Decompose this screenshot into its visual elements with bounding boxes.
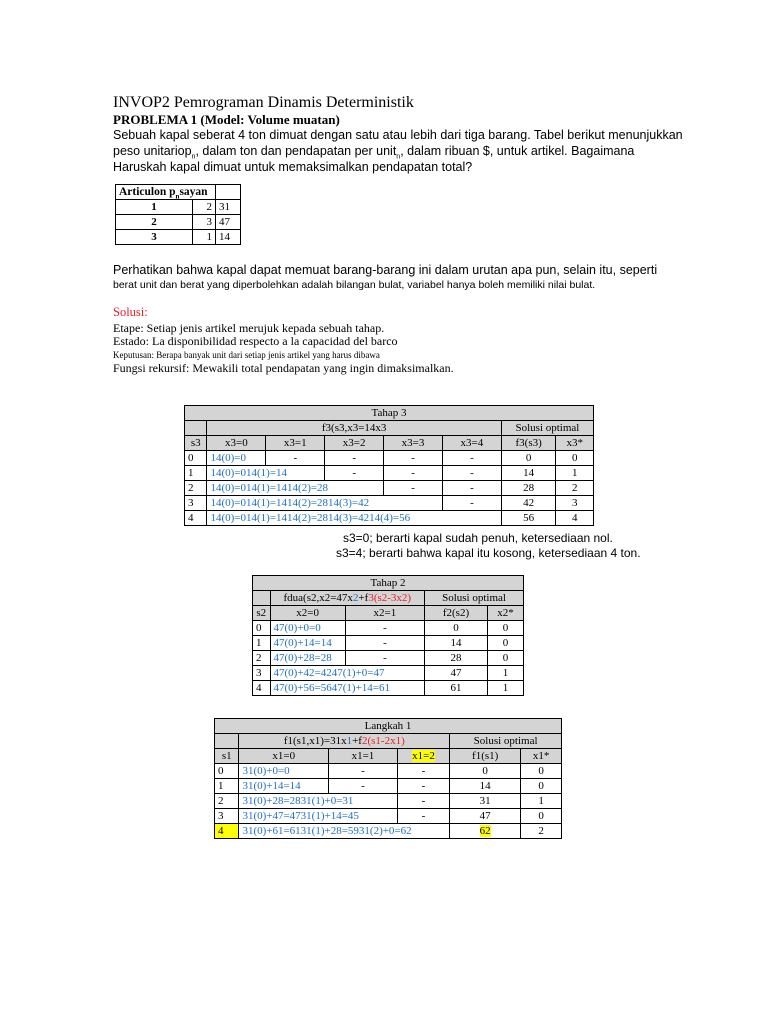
table-row: 0 14(0)=0 - - - - 0 0: [185, 451, 594, 466]
problem-subtitle: PROBLEMA 1 (Model: Volume muatan): [113, 112, 340, 127]
highlighted-f1-62: 62: [450, 824, 521, 839]
table-row: 1 2 31: [116, 200, 241, 215]
stage2-formula: fdua(s2,x2=47x2+f3(s2-3x2): [270, 591, 425, 606]
intro-line-3: Haruskah kapal dimuat untuk memaksimalkan pendapatan total?: [113, 160, 473, 174]
solution-fungsi: Fungsi rekursif: Mewakili total pendapatan yang ingin dimaksimalkan.: [113, 361, 454, 375]
stage3-note-2: s3=4; berarti bahwa kapal itu kosong, ketersediaan 4 ton.: [336, 546, 641, 560]
stage3-title: Tahap 3: [185, 406, 594, 421]
table-row: 0 31(0)+0=0 - - 0 0: [215, 764, 562, 779]
table-row: 2 31(0)+28=2831(1)+0=31 - 31 1: [215, 794, 562, 809]
note-line-2: berat unit dan berat yang diperbolehkan adalah bilangan bulat, variabel hanya boleh memiliki nilai bulat.: [113, 279, 596, 291]
highlighted-s1-4: 4: [215, 824, 239, 839]
table-row: 3 31(0)+47=4731(1)+14=45 - 47 0: [215, 809, 562, 824]
document-title: INVOP2 Pemrograman Dinamis Deterministik: [113, 94, 414, 111]
stage1-optimal-header: Solusi optimal: [450, 734, 562, 749]
solution-label: Solusi:: [113, 305, 148, 319]
table-row: 3 1 14: [116, 230, 241, 245]
stage1-formula: f1(s1,x1)=31x1+f2(s1-2x1): [239, 734, 450, 749]
stage3-formula: f3(s3,x3=14x3: [207, 421, 501, 436]
stage2-optimal-header: Solusi optimal: [425, 591, 524, 606]
intro-line-2: peso unitariop$_n$, dalam ton dan pendapatan per unit$_n$, dalam ribuan $, untuk artikel. Bagaimana: [113, 144, 635, 161]
table-row: 1 14(0)=014(1)=14 - - - 14 1: [185, 466, 594, 481]
note-line-1: Perhatikan bahwa kapal dapat memuat barang-barang ini dalam urutan apa pun, selain itu, seperti: [113, 263, 658, 277]
table-row: 2 3 47: [116, 215, 241, 230]
table-row: 4 47(0)+56=5647(1)+14=61 61 1: [253, 681, 524, 696]
table-row: 2 47(0)+28=28 - 28 0: [253, 651, 524, 666]
table-row: 1 31(0)+14=14 - - 14 0: [215, 779, 562, 794]
table-row: 3 14(0)=014(1)=1414(2)=2814(3)=42 - 42 3: [185, 496, 594, 511]
table-row: 2 14(0)=014(1)=1414(2)=28 - - 28 2: [185, 481, 594, 496]
table-row: 3 47(0)+42=4247(1)+0=47 47 1: [253, 666, 524, 681]
stage3-optimal-header: Solusi optimal: [501, 421, 593, 436]
solution-keputusan: Keputusan: Berapa banyak unit dari setiap jenis artikel yang harus dibawa: [113, 350, 380, 360]
stage1-table: Langkah 1 f1(s1,x1)=31x1+f2(s1-2x1) Solusi optimal s1 x1=0 x1=1 x1=2 f1(s1) x1* 0 31(0)+0=0 - - 0 0 1 31(0)+14=14 - - 14 0 2 31(0)+28=2831(1)+0=31 - 31 1 3 31(0)+47=4731(1)+14=45 - 47 0 4 31(0)+61=6131(1)+28=5931(2)+0=62 62 2: [214, 718, 562, 839]
table-row: 4 14(0)=014(1)=1414(2)=2814(3)=4214(4)=56 56 4: [185, 511, 594, 526]
solution-etape: Etape: Setiap jenis artikel merujuk kepada sebuah tahap.: [113, 321, 385, 335]
table-row: 1 47(0)+14=14 - 14 0: [253, 636, 524, 651]
intro-line-1: Sebuah kapal seberat 4 ton dimuat dengan satu atau lebih dari tiga barang. Tabel berikut menunjukkan: [113, 128, 683, 142]
articles-table: [115, 184, 241, 245]
table-row: 0 47(0)+0=0 - 0 0: [253, 621, 524, 636]
stage3-table: Tahap 3 f3(s3,x3=14x3 Solusi optimal s3 x3=0 x3=1 x3=2 x3=3 x3=4 f3(s3) x3* 0 14(0)=0 - - - - 0 0 1 14(0)=014(1)=14 - - - 14 1 2 14(0)=014(1)=1414(2)=28 - - 28 2 3 14(0)=014(1)=1414(2)=2814(3)=42 - 42 3 4 14(0)=014(1)=1414(2)=2814(3)=4214(4)=56 56 4: [184, 405, 594, 526]
highlighted-col-x1-2: x1=2: [397, 749, 449, 764]
solution-estado: Estado: La disponibilidad respecto a la capacidad del barco: [113, 334, 398, 348]
stage3-note-1: s3=0; berarti kapal sudah penuh, ketersediaan nol.: [343, 531, 613, 545]
stage1-title: Langkah 1: [215, 719, 562, 734]
stage2-title: Tahap 2: [253, 576, 524, 591]
articles-header: Articulon $p_nsayan$: [116, 185, 216, 200]
table-row: 4 31(0)+61=6131(1)+28=5931(2)+0=62 62 2: [215, 824, 562, 839]
stage2-table: Tahap 2 fdua(s2,x2=47x2+f3(s2-3x2) Solusi optimal s2 x2=0 x2=1 f2(s2) x2* 0 47(0)+0=0 - 0 0 1 47(0)+14=14 - 14 0 2 47(0)+28=28 - 28 0 3 47(0)+42=4247(1)+0=47 47 1 4 47(0)+56=5647(1)+14=61 61 1: [252, 575, 524, 696]
